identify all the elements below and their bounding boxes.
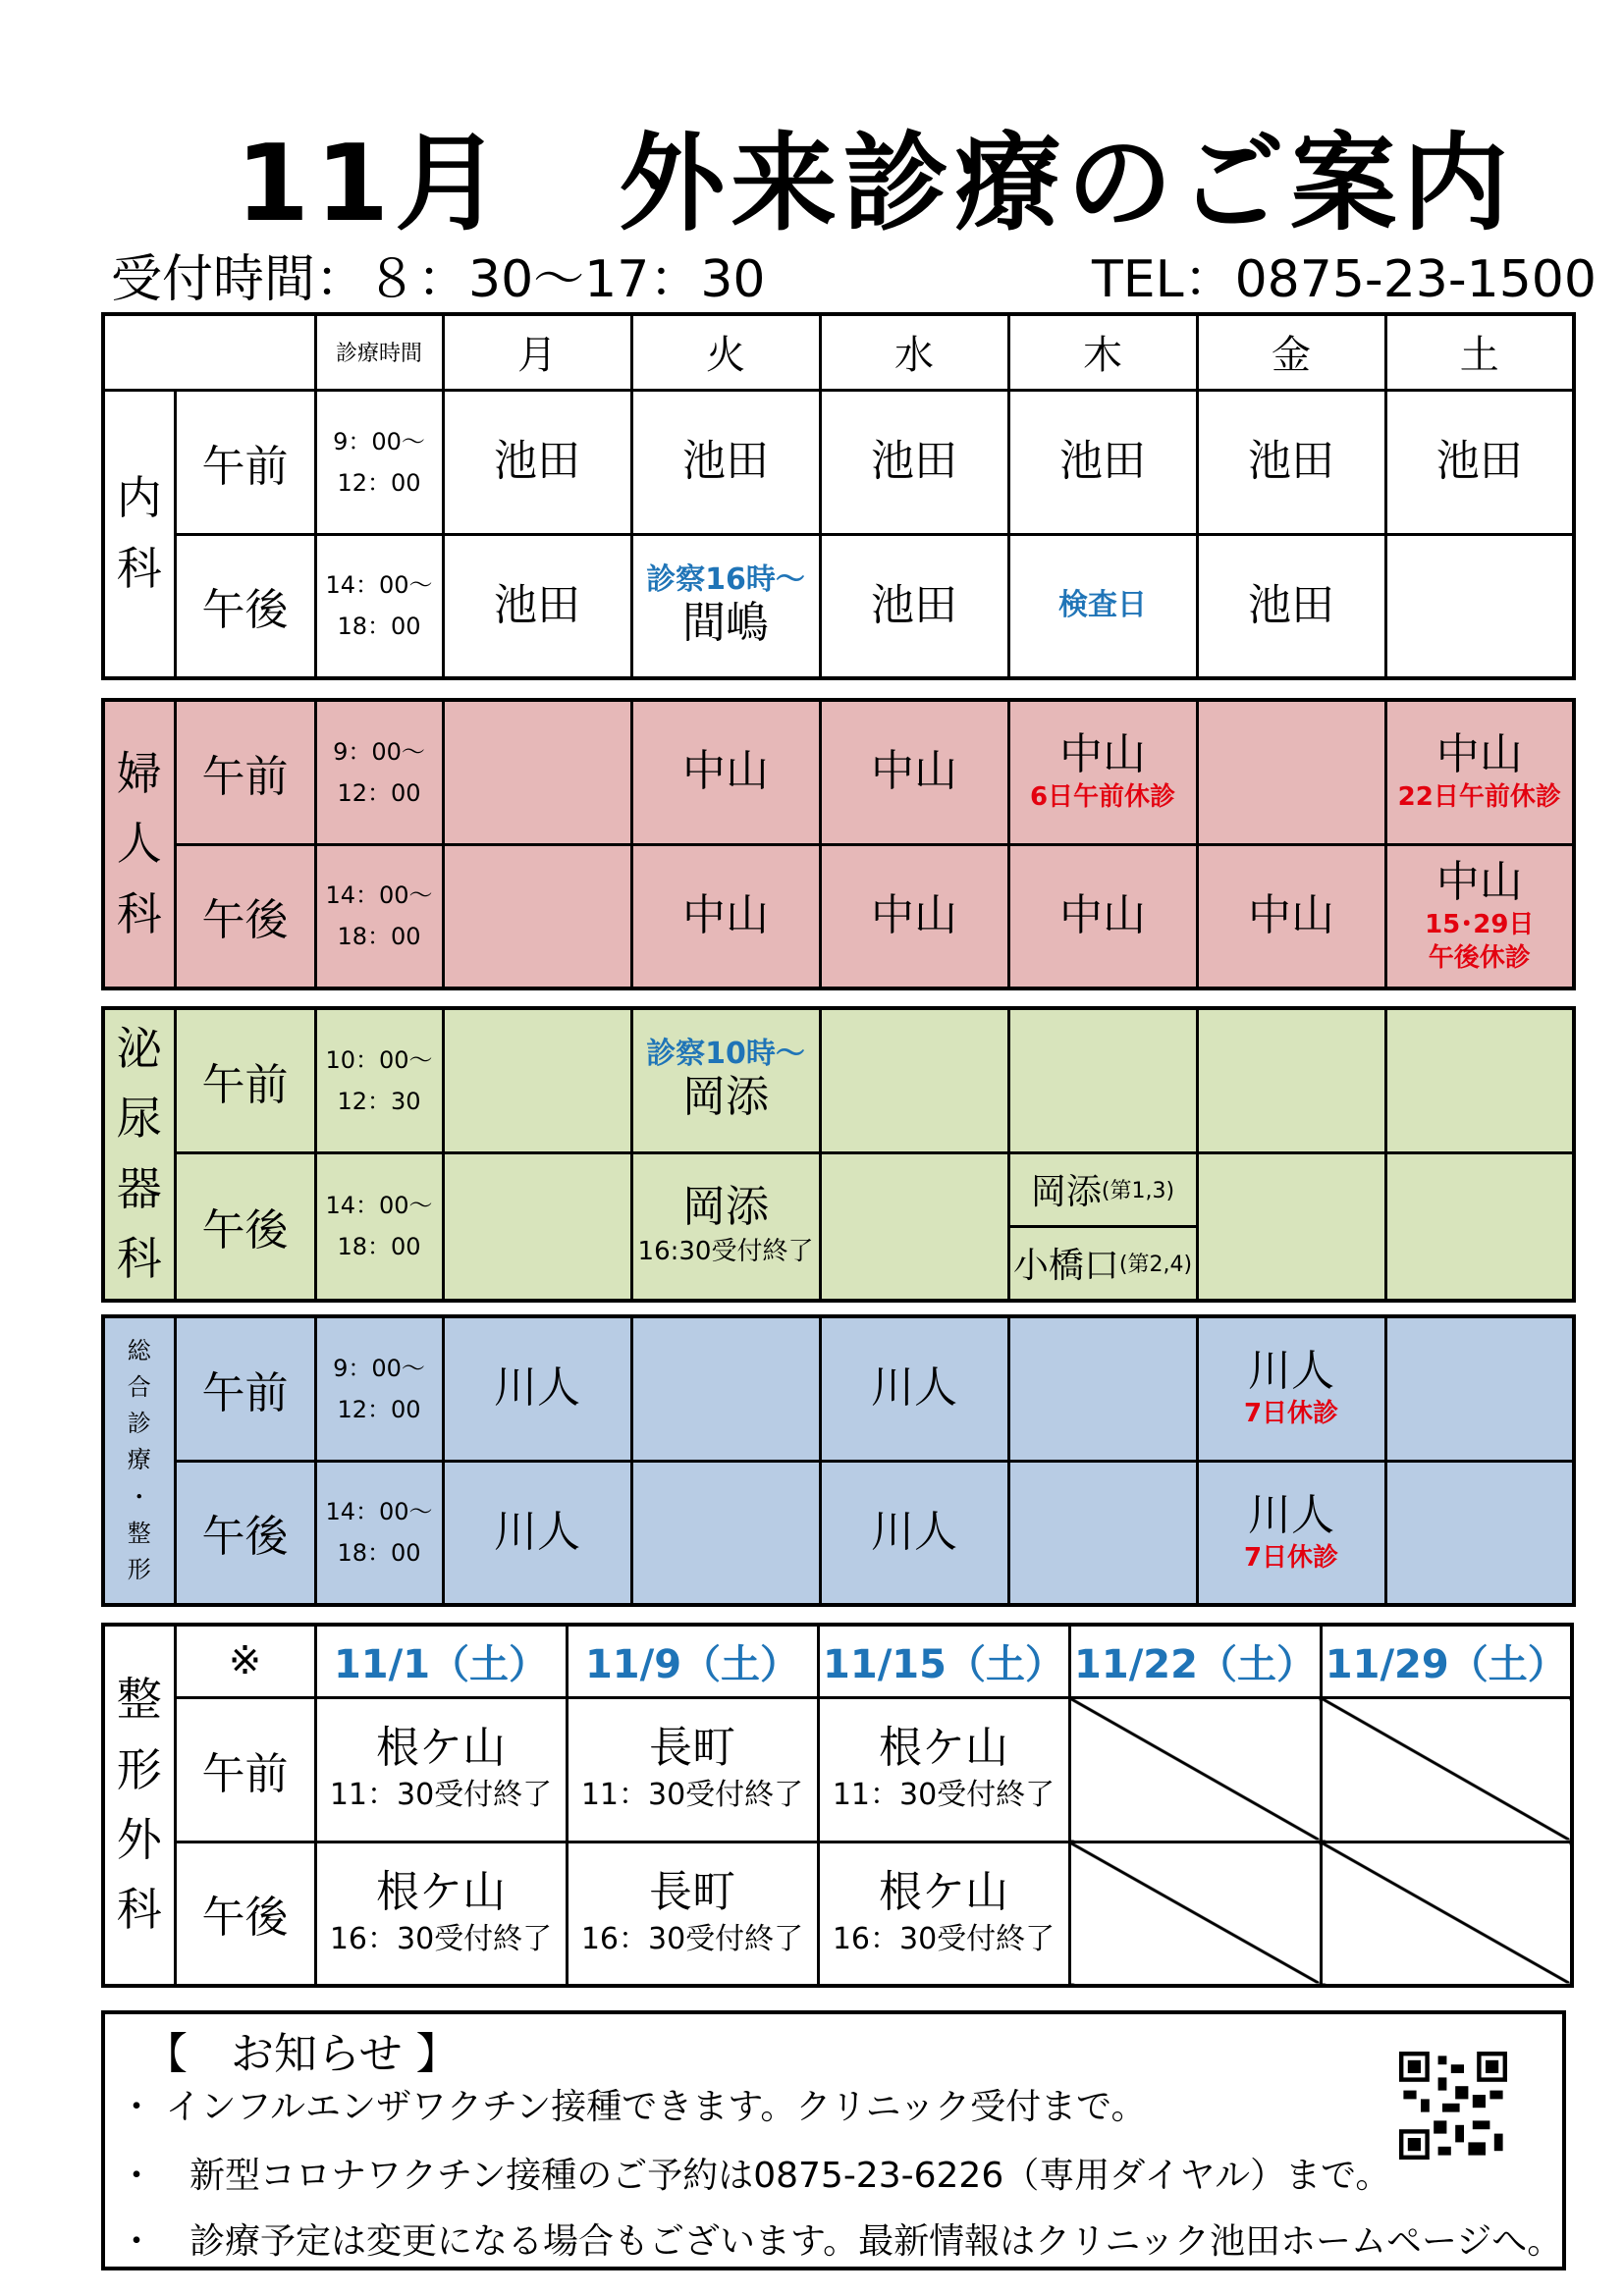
internal-am-tue: 池田 (631, 390, 820, 534)
notice-line-2: ・ 新型コロナワクチン接種のご予約は0875-23-6226（専用ダイヤル）まで。 (119, 2156, 1391, 2196)
uro-pm-fri (1197, 1152, 1385, 1301)
am-label: 午前 (175, 1316, 315, 1461)
ortho-date-5: 11/29（土） (1321, 1625, 1572, 1697)
gyn-pm-wed: 中山 (820, 844, 1008, 988)
gyn-am-mon (443, 700, 631, 844)
ortho-pm-1: 根ケ山 16：30受付終了 (315, 1842, 567, 1986)
general-pm-tue (631, 1461, 820, 1605)
gyn-pm-tue: 中山 (631, 844, 820, 988)
pm-time: 14：00～ 18：00 (315, 844, 443, 988)
internal-pm-mon: 池田 (443, 534, 631, 678)
day-sat: 土 (1385, 314, 1574, 390)
am-label: 午前 (175, 1008, 315, 1152)
general-pm-wed: 川人 (820, 1461, 1008, 1605)
uro-am-sat (1385, 1008, 1574, 1152)
pm-label: 午後 (175, 1152, 315, 1301)
notice-line-3: ・ 診療予定は変更になる場合もございます。最新情報はクリニック池田ホームページへ。 (119, 2221, 1563, 2262)
pm-time: 14：00～ 18：00 (315, 534, 443, 678)
pm-time: 14：00～ 18：00 (315, 1152, 443, 1301)
ortho-pm-4-closed (1069, 1842, 1321, 1986)
am-label: 午前 (175, 1697, 315, 1842)
ortho-date-1: 11/1（土） (315, 1625, 567, 1697)
general-table (101, 1314, 1576, 1607)
general-am-mon: 川人 (443, 1316, 631, 1461)
pm-time: 14：00～ 18：00 (315, 1461, 443, 1605)
pm-label: 午後 (175, 844, 315, 988)
am-label: 午前 (175, 390, 315, 534)
ortho-am-2: 長町 11：30受付終了 (567, 1697, 818, 1842)
notice-box (101, 2010, 1566, 2270)
am-time: 9：00～ 12：00 (315, 390, 443, 534)
ortho-date-2: 11/9（土） (567, 1625, 818, 1697)
gyn-am-thu: 中山 6日午前休診 (1008, 700, 1197, 844)
reception-hours: 受付時間：８：30～17：30 (111, 250, 766, 309)
ortho-mark: ※ (175, 1625, 315, 1697)
gyn-am-tue: 中山 (631, 700, 820, 844)
gyn-table (101, 698, 1576, 990)
day-thu: 木 (1008, 314, 1197, 390)
am-time: 10：00～ 12：30 (315, 1008, 443, 1152)
uro-pm-wed (820, 1152, 1008, 1301)
general-pm-fri: 川人 7日休診 (1197, 1461, 1385, 1605)
gyn-am-fri (1197, 700, 1385, 844)
page-title: 11月 外来診療のご案内 (236, 123, 1515, 245)
ortho-pm-5-closed (1321, 1842, 1572, 1986)
gyn-pm-mon (443, 844, 631, 988)
uro-table (101, 1006, 1576, 1303)
uro-pm-tue: 岡添 16:30受付終了 (631, 1152, 820, 1301)
general-pm-mon: 川人 (443, 1461, 631, 1605)
am-label: 午前 (175, 700, 315, 844)
dept-uro: 泌 尿 器 科 (103, 1008, 175, 1301)
ortho-date-3: 11/15（土） (818, 1625, 1069, 1697)
ortho-am-3: 根ケ山 11：30受付終了 (818, 1697, 1069, 1842)
internal-am-sat: 池田 (1385, 390, 1574, 534)
phone-number: TEL：0875-23-1500 (1092, 250, 1597, 309)
internal-pm-sat (1385, 534, 1574, 678)
uro-am-wed (820, 1008, 1008, 1152)
general-pm-sat (1385, 1461, 1574, 1605)
uro-pm-sat (1385, 1152, 1574, 1301)
uro-am-tue: 診察10時～ 岡添 (631, 1008, 820, 1152)
gyn-am-sat: 中山 22日午前休診 (1385, 700, 1574, 844)
ortho-am-1: 根ケ山 11：30受付終了 (315, 1697, 567, 1842)
gyn-pm-thu: 中山 (1008, 844, 1197, 988)
uro-am-mon (443, 1008, 631, 1152)
dept-internal: 内 科 (103, 390, 175, 678)
ortho-pm-2: 長町 16：30受付終了 (567, 1842, 818, 1986)
time-col-header: 診療時間 (315, 314, 443, 390)
internal-am-thu: 池田 (1008, 390, 1197, 534)
pm-label: 午後 (175, 1461, 315, 1605)
notice-title: 【 お知らせ 】 (144, 2029, 460, 2079)
ortho-am-5-closed (1321, 1697, 1572, 1842)
internal-table (101, 312, 1576, 680)
qr-code-icon (1399, 2052, 1507, 2160)
internal-pm-fri: 池田 (1197, 534, 1385, 678)
gyn-pm-fri: 中山 (1197, 844, 1385, 988)
dept-gyn: 婦 人 科 (103, 700, 175, 988)
internal-pm-thu: 検査日 (1008, 534, 1197, 678)
internal-am-mon: 池田 (443, 390, 631, 534)
day-fri: 金 (1197, 314, 1385, 390)
ortho-date-4: 11/22（土） (1069, 1625, 1321, 1697)
uro-pm-thu: 岡添 (第1,3) 小橋口 (第2,4) (1008, 1152, 1197, 1301)
dept-general: 総 合 診 療 ・ 整 形 (103, 1316, 175, 1605)
gyn-pm-sat: 中山 15･29日 午後休診 (1385, 844, 1574, 988)
am-time: 9：00～ 12：00 (315, 1316, 443, 1461)
pm-label: 午後 (175, 1842, 315, 1986)
general-am-fri: 川人 7日休診 (1197, 1316, 1385, 1461)
internal-pm-tue: 診察16時～ 間嶋 (631, 534, 820, 678)
general-am-thu (1008, 1316, 1197, 1461)
internal-am-wed: 池田 (820, 390, 1008, 534)
general-pm-thu (1008, 1461, 1197, 1605)
uro-am-thu (1008, 1008, 1197, 1152)
pm-label: 午後 (175, 534, 315, 678)
general-am-sat (1385, 1316, 1574, 1461)
day-mon: 月 (443, 314, 631, 390)
general-am-tue (631, 1316, 820, 1461)
uro-am-fri (1197, 1008, 1385, 1152)
uro-pm-mon (443, 1152, 631, 1301)
dept-ortho: 整 形 外 科 (103, 1625, 175, 1986)
ortho-table (101, 1623, 1574, 1988)
day-wed: 水 (820, 314, 1008, 390)
am-time: 9：00～ 12：00 (315, 700, 443, 844)
internal-pm-wed: 池田 (820, 534, 1008, 678)
ortho-pm-3: 根ケ山 16：30受付終了 (818, 1842, 1069, 1986)
blank-header (103, 314, 315, 390)
notice-line-1: ・ インフルエンザワクチン接種できます。クリニック受付まで。 (119, 2087, 1147, 2127)
day-tue: 火 (631, 314, 820, 390)
gyn-am-wed: 中山 (820, 700, 1008, 844)
ortho-am-4-closed (1069, 1697, 1321, 1842)
internal-am-fri: 池田 (1197, 390, 1385, 534)
general-am-wed: 川人 (820, 1316, 1008, 1461)
